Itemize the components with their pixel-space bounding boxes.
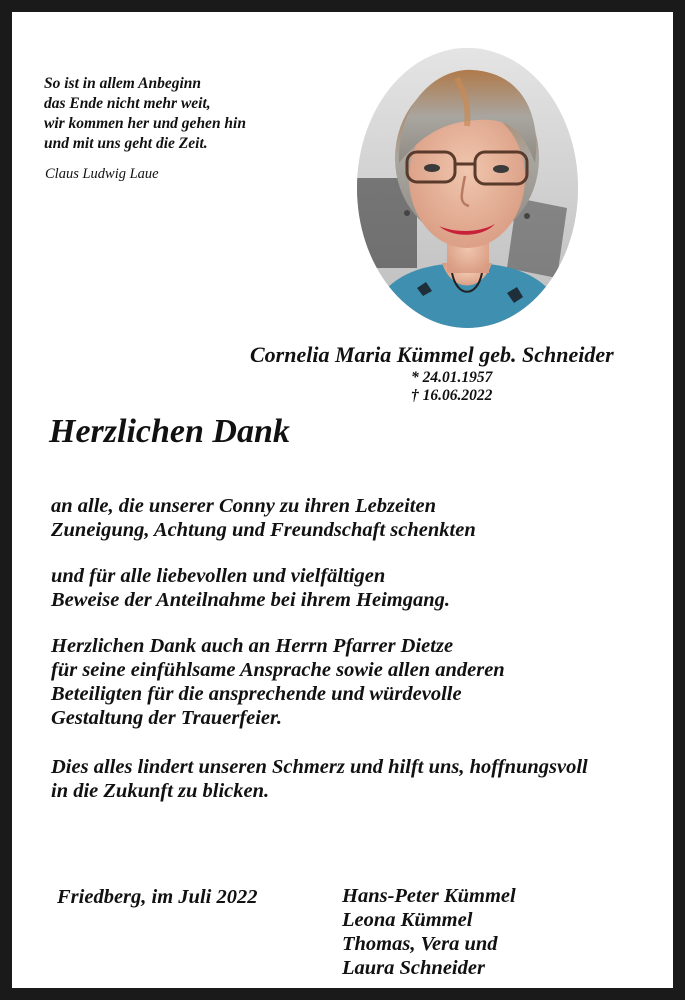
birth-date: * 24.01.1957 xyxy=(411,369,493,386)
signatory: Thomas, Vera und xyxy=(342,933,498,955)
life-dates xyxy=(411,369,492,405)
paragraph-line: Gestaltung der Trauerfeier. xyxy=(51,707,283,729)
poem-author: Claus Ludwig Laue xyxy=(45,166,159,182)
place-and-date: Friedberg, im Juli 2022 xyxy=(57,886,258,908)
paragraph-line: Zuneigung, Achtung und Freundschaft schenkten xyxy=(51,519,476,541)
death-date: † 16.06.2022 xyxy=(411,387,493,404)
deceased-name: Cornelia Maria Kümmel geb. Schneider xyxy=(250,342,614,367)
deceased-name-block xyxy=(250,342,614,368)
thanks-paragraph-3 xyxy=(51,634,505,730)
poem-line: das Ende nicht mehr weit, xyxy=(44,95,211,112)
poem xyxy=(44,74,246,154)
paragraph-line: für seine einfühlsame Ansprache sowie allen anderen xyxy=(51,659,505,681)
poem-line: und mit uns geht die Zeit. xyxy=(44,135,208,152)
signatory: Laura Schneider xyxy=(342,957,485,979)
signatory: Leona Kümmel xyxy=(342,909,473,931)
signatory: Hans-Peter Kümmel xyxy=(342,885,516,907)
paragraph-line: und für alle liebevollen und vielfältigen xyxy=(51,565,386,587)
poem-line: So ist in allem Anbeginn xyxy=(44,75,202,92)
paragraph-line: in die Zukunft zu blicken. xyxy=(51,780,270,802)
thanks-paragraph-4 xyxy=(51,755,588,803)
portrait-photo xyxy=(357,48,578,328)
poem-line: wir kommen her und gehen hin xyxy=(44,115,246,132)
paragraph-line: Herzlichen Dank auch an Herrn Pfarrer Dietze xyxy=(51,635,454,657)
thanks-paragraph-2 xyxy=(51,564,450,612)
paragraph-line: Dies alles lindert unseren Schmerz und hilft uns, hoffnungsvoll xyxy=(51,756,588,778)
paragraph-line: an alle, die unserer Conny zu ihren Lebzeiten xyxy=(51,495,436,517)
paragraph-line: Beweise der Anteilnahme bei ihrem Heimgang. xyxy=(51,589,450,611)
notice-heading: Herzlichen Dank xyxy=(49,413,290,450)
portrait-image xyxy=(357,48,578,328)
signatories xyxy=(342,884,516,980)
thanks-paragraph-1 xyxy=(51,494,476,542)
paragraph-line: Beteiligten für die ansprechende und würdevolle xyxy=(51,683,462,705)
